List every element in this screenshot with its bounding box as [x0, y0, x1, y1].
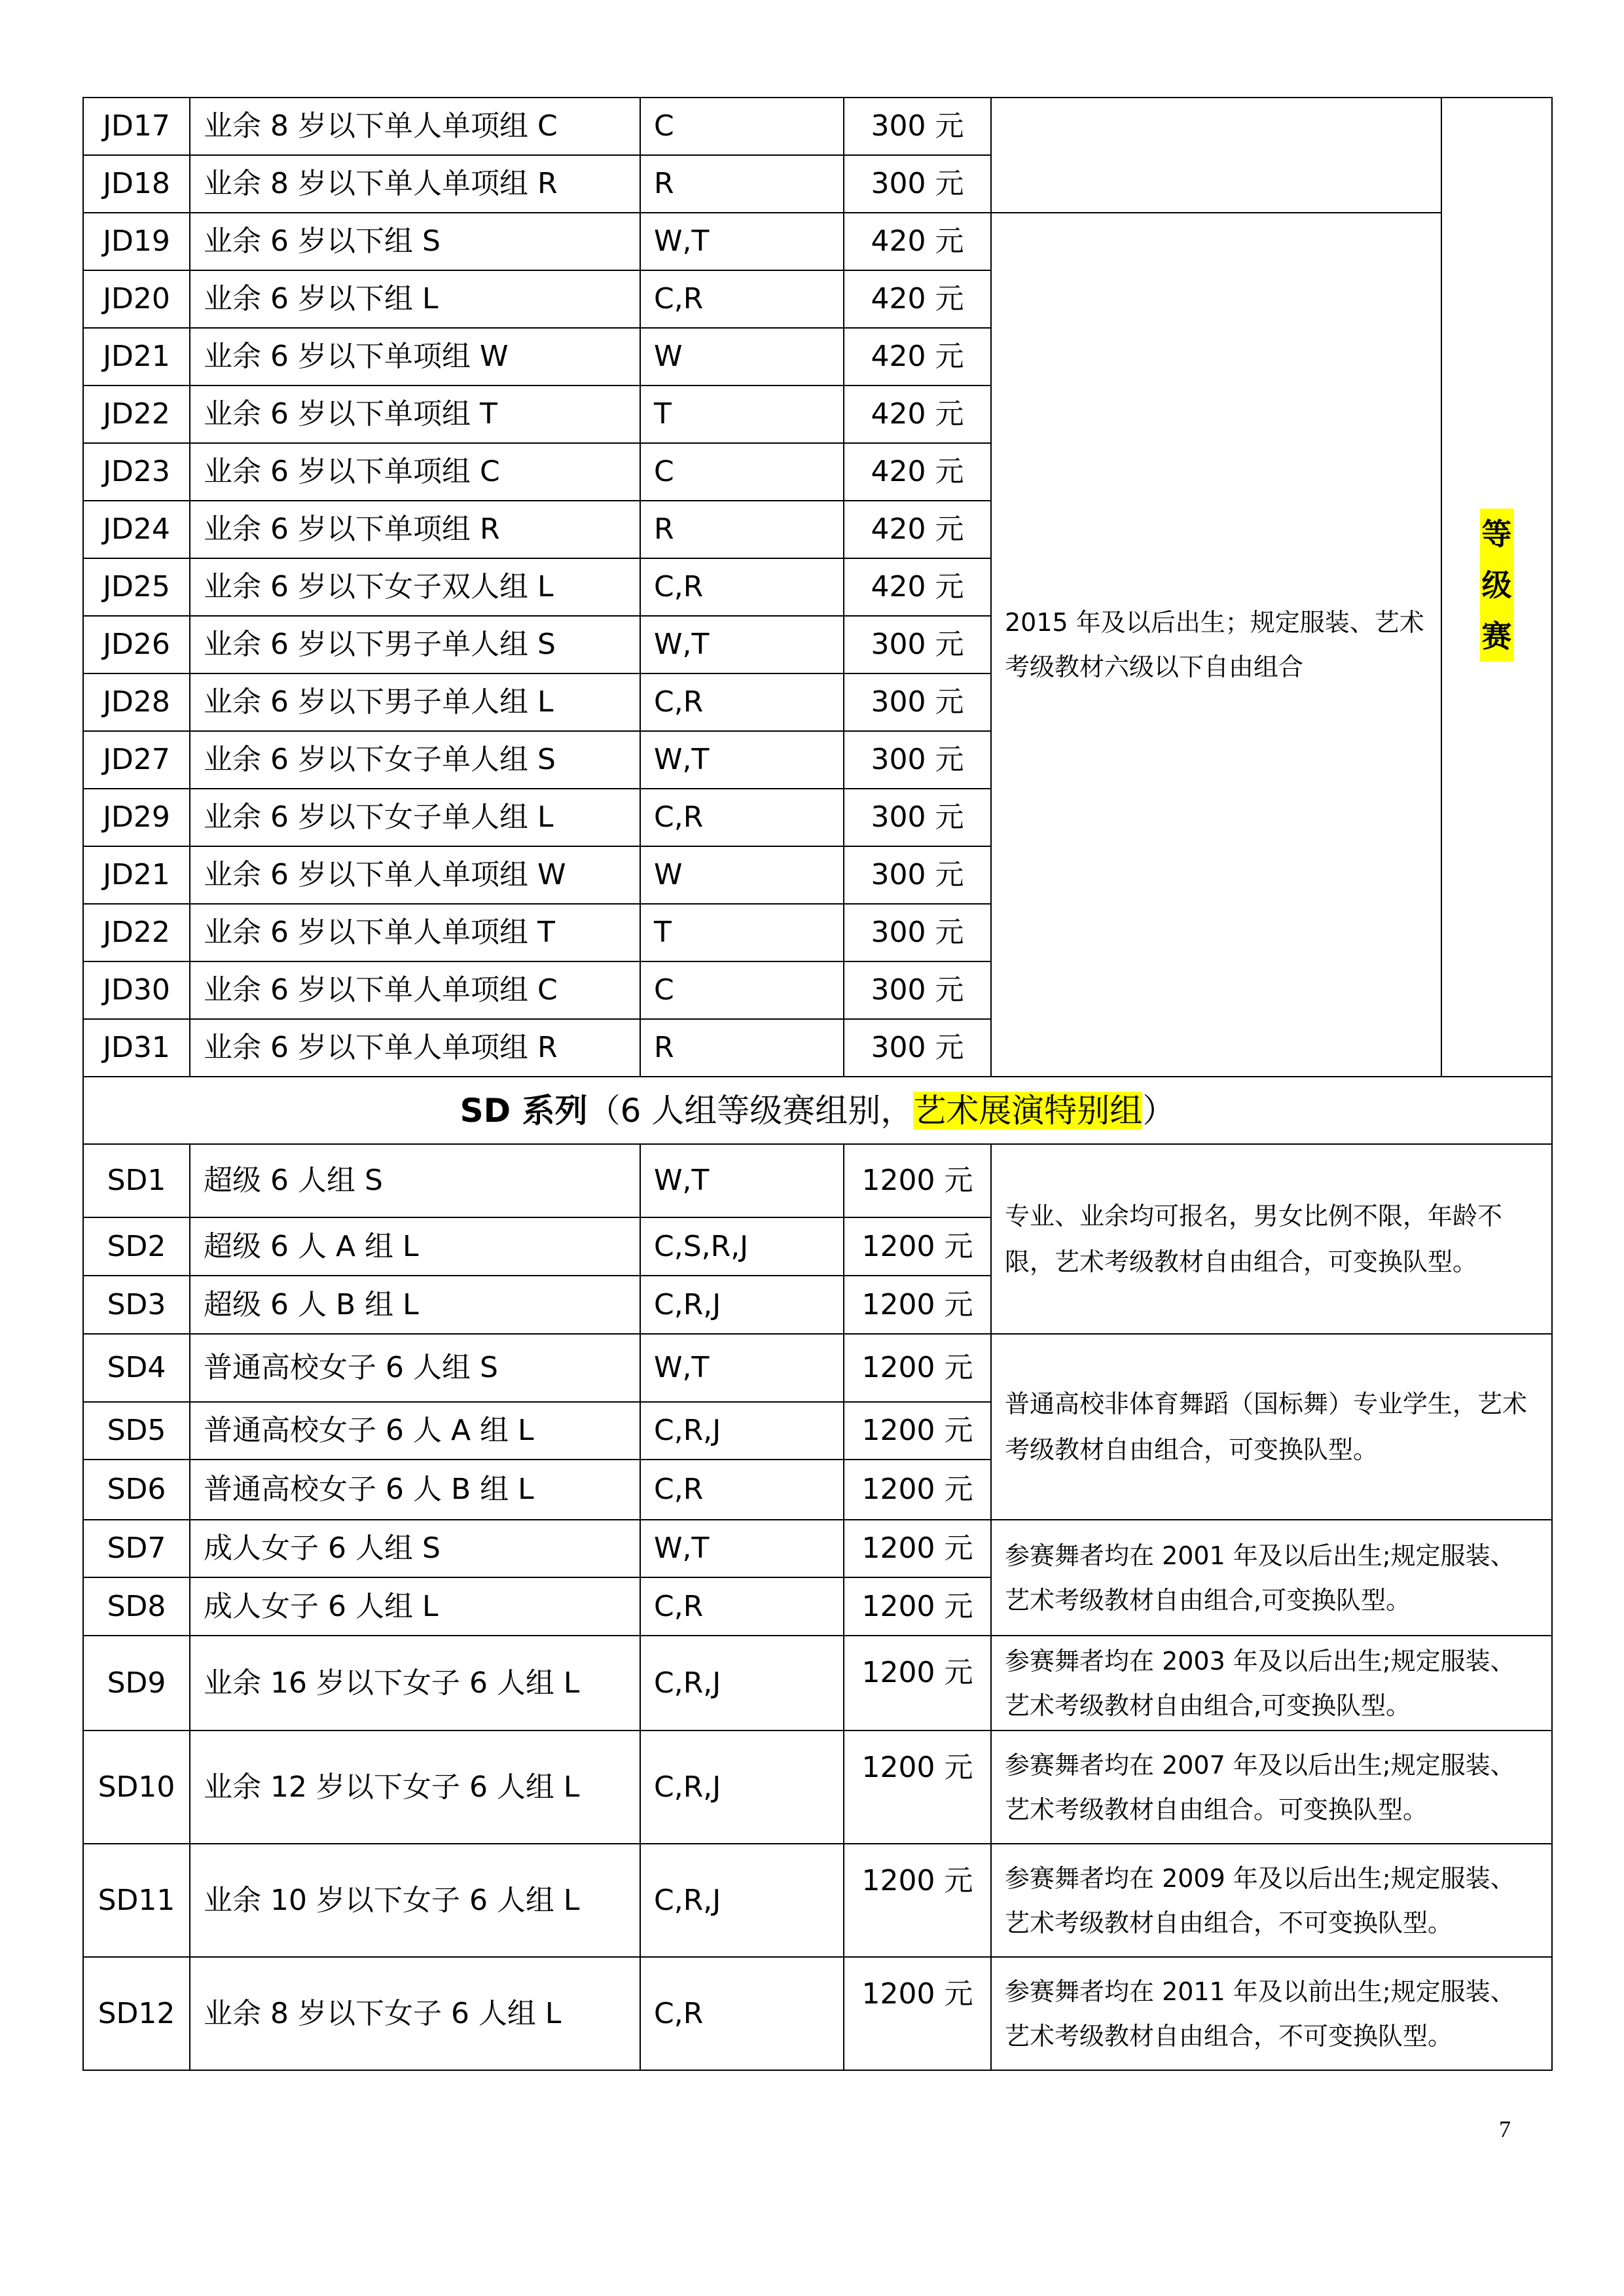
- side-label-char: 等: [1481, 516, 1512, 552]
- event-fee: 300 元: [844, 846, 991, 904]
- event-fee: 420 元: [844, 558, 991, 616]
- event-fee: 1200 元: [844, 1636, 991, 1731]
- side-label-char: 赛: [1481, 619, 1512, 654]
- event-code: JD28: [83, 673, 190, 731]
- event-dances: W,T: [640, 213, 844, 270]
- event-name: 业余 16 岁以下女子 6 人组 L: [190, 1636, 640, 1731]
- section-title-prefix: （6 人组等级赛组别，: [587, 1091, 914, 1130]
- table-row: [83, 1334, 1552, 1402]
- event-fee: 300 元: [844, 961, 991, 1019]
- event-name: 成人女子 6 人组 L: [190, 1577, 640, 1636]
- event-code: JD22: [83, 904, 190, 961]
- event-dances: R: [640, 155, 844, 213]
- event-code: JD26: [83, 616, 190, 673]
- event-fee: 300 元: [844, 1019, 991, 1077]
- event-fee: 1200 元: [844, 1731, 991, 1844]
- event-name: 业余 6 岁以下单项组 R: [190, 501, 640, 558]
- event-dances: C,S,R,J: [640, 1217, 844, 1276]
- event-fee: 420 元: [844, 328, 991, 386]
- event-dances: R: [640, 501, 844, 558]
- event-name: 业余 8 岁以下单人单项组 C: [190, 98, 640, 155]
- event-fee: 1200 元: [844, 1957, 991, 2070]
- event-name: 业余 6 岁以下单项组 T: [190, 386, 640, 443]
- event-name: 业余 8 岁以下女子 6 人组 L: [190, 1957, 640, 2070]
- event-name: 业余 6 岁以下女子单人组 L: [190, 789, 640, 846]
- event-name: 成人女子 6 人组 S: [190, 1520, 640, 1577]
- section-title-suffix: ）: [1142, 1091, 1176, 1130]
- event-note: 普通高校非体育舞蹈（国标舞）专业学生，艺术考级教材自由组合，可变换队型。: [991, 1334, 1552, 1520]
- event-note: 参赛舞者均在 2003 年及以后出生;规定服装、艺术考级教材自由组合,可变换队型。: [991, 1636, 1552, 1731]
- event-name: 普通高校女子 6 人组 S: [190, 1334, 640, 1402]
- event-fee: 1200 元: [844, 1460, 991, 1520]
- event-fee: 300 元: [844, 155, 991, 213]
- event-code: SD12: [83, 1957, 190, 2070]
- event-dances: T: [640, 386, 844, 443]
- event-name: 业余 10 岁以下女子 6 人组 L: [190, 1844, 640, 1957]
- event-name: 业余 8 岁以下单人单项组 R: [190, 155, 640, 213]
- event-code: SD8: [83, 1577, 190, 1636]
- event-fee: 300 元: [844, 673, 991, 731]
- event-fee: 300 元: [844, 98, 991, 155]
- event-fee: 420 元: [844, 501, 991, 558]
- event-name: 超级 6 人 A 组 L: [190, 1217, 640, 1276]
- section-title: [83, 1077, 1552, 1144]
- event-name: 业余 6 岁以下单人单项组 W: [190, 846, 640, 904]
- event-fee: 420 元: [844, 386, 991, 443]
- event-fee: 1200 元: [844, 1144, 991, 1217]
- event-dances: W: [640, 328, 844, 386]
- event-name: 业余 6 岁以下组 L: [190, 270, 640, 328]
- event-code: SD9: [83, 1636, 190, 1731]
- event-code: JD27: [83, 731, 190, 789]
- event-dances: W,T: [640, 1334, 844, 1402]
- event-name: 超级 6 人 B 组 L: [190, 1276, 640, 1334]
- event-name: 业余 6 岁以下单项组 W: [190, 328, 640, 386]
- table-row: [83, 1144, 1552, 1217]
- event-code: SD3: [83, 1276, 190, 1334]
- event-dances: C,R: [640, 270, 844, 328]
- event-dances: W,T: [640, 616, 844, 673]
- event-dances: C: [640, 98, 844, 155]
- table-row: [83, 1844, 1552, 1957]
- table-row: [83, 213, 1552, 270]
- event-dances: C: [640, 443, 844, 501]
- event-code: JD23: [83, 443, 190, 501]
- event-note: 参赛舞者均在 2009 年及以后出生;规定服装、艺术考级教材自由组合，不可变换队型。: [991, 1844, 1552, 1957]
- event-name: 业余 6 岁以下女子单人组 S: [190, 731, 640, 789]
- event-code: JD24: [83, 501, 190, 558]
- event-name: 业余 6 岁以下单人单项组 C: [190, 961, 640, 1019]
- event-name: 普通高校女子 6 人 B 组 L: [190, 1460, 640, 1520]
- section-title-highlight: 艺术展演特别组: [913, 1091, 1143, 1130]
- event-note: 参赛舞者均在 2007 年及以后出生;规定服装、艺术考级教材自由组合。可变换队型。: [991, 1731, 1552, 1844]
- table-row: [83, 1957, 1552, 2070]
- event-fee: 1200 元: [844, 1520, 991, 1577]
- event-name: 业余 6 岁以下男子单人组 S: [190, 616, 640, 673]
- event-dances: C,R,J: [640, 1844, 844, 1957]
- event-fee: 1200 元: [844, 1577, 991, 1636]
- event-dances: C,R: [640, 1460, 844, 1520]
- event-note: 参赛舞者均在 2001 年及以后出生;规定服装、艺术考级教材自由组合,可变换队型。: [991, 1520, 1552, 1636]
- event-fee: 1200 元: [844, 1844, 991, 1957]
- event-code: JD29: [83, 789, 190, 846]
- event-dances: W: [640, 846, 844, 904]
- event-code: SD1: [83, 1144, 190, 1217]
- event-code: SD2: [83, 1217, 190, 1276]
- event-dances: C,R: [640, 1577, 844, 1636]
- event-note-empty: [991, 98, 1441, 213]
- event-fee: 1200 元: [844, 1276, 991, 1334]
- event-note: 参赛舞者均在 2011 年及以前出生;规定服装、艺术考级教材自由组合，不可变换队型。: [991, 1957, 1552, 2070]
- event-fee: 1200 元: [844, 1217, 991, 1276]
- event-fee: 420 元: [844, 443, 991, 501]
- event-name: 业余 6 岁以下单项组 C: [190, 443, 640, 501]
- event-name: 普通高校女子 6 人 A 组 L: [190, 1402, 640, 1460]
- table-row: [83, 98, 1552, 155]
- page-number: 7: [1499, 2116, 1511, 2142]
- table-row: [83, 1636, 1552, 1731]
- event-code: JD31: [83, 1019, 190, 1077]
- event-fee: 300 元: [844, 731, 991, 789]
- event-dances: W,T: [640, 731, 844, 789]
- event-name: 业余 12 岁以下女子 6 人组 L: [190, 1731, 640, 1844]
- event-dances: W,T: [640, 1144, 844, 1217]
- event-code: SD10: [83, 1731, 190, 1844]
- event-dances: C,R: [640, 1957, 844, 2070]
- event-code: SD4: [83, 1334, 190, 1402]
- side-label-char: 级: [1481, 567, 1512, 603]
- event-code: JD20: [83, 270, 190, 328]
- table-row: [83, 1520, 1552, 1577]
- event-code: SD6: [83, 1460, 190, 1520]
- event-dances: W,T: [640, 1520, 844, 1577]
- event-fee: 300 元: [844, 616, 991, 673]
- event-code: JD19: [83, 213, 190, 270]
- event-dances: T: [640, 904, 844, 961]
- event-code: SD11: [83, 1844, 190, 1957]
- event-dances: C,R: [640, 673, 844, 731]
- event-dances: C,R: [640, 789, 844, 846]
- event-fee: 300 元: [844, 904, 991, 961]
- event-code: JD30: [83, 961, 190, 1019]
- event-code: JD21: [83, 846, 190, 904]
- event-note: 专业、业余均可报名，男女比例不限，年龄不限，艺术考级教材自由组合，可变换队型。: [991, 1144, 1552, 1334]
- event-fee: 1200 元: [844, 1334, 991, 1402]
- event-name: 业余 6 岁以下组 S: [190, 213, 640, 270]
- event-name: 业余 6 岁以下男子单人组 L: [190, 673, 640, 731]
- section-title-bold: SD 系列: [460, 1091, 588, 1130]
- events-table: [82, 97, 1553, 2071]
- event-name: 业余 6 岁以下女子双人组 L: [190, 558, 640, 616]
- event-dances: C: [640, 961, 844, 1019]
- event-dances: C,R,J: [640, 1731, 844, 1844]
- event-dances: R: [640, 1019, 844, 1077]
- side-label-cell: [1441, 98, 1552, 1077]
- event-code: JD25: [83, 558, 190, 616]
- event-code: JD18: [83, 155, 190, 213]
- event-code: JD17: [83, 98, 190, 155]
- event-fee: 420 元: [844, 270, 991, 328]
- table-row: [83, 1731, 1552, 1844]
- event-fee: 420 元: [844, 213, 991, 270]
- event-dances: C,R,J: [640, 1276, 844, 1334]
- event-name: 业余 6 岁以下单人单项组 R: [190, 1019, 640, 1077]
- event-code: JD21: [83, 328, 190, 386]
- event-name: 超级 6 人组 S: [190, 1144, 640, 1217]
- event-name: 业余 6 岁以下单人单项组 T: [190, 904, 640, 961]
- event-dances: C,R,J: [640, 1402, 844, 1460]
- side-label: [1480, 509, 1514, 662]
- event-code: SD7: [83, 1520, 190, 1577]
- event-note: 2015 年及以后出生；规定服装、艺术考级教材六级以下自由组合: [991, 213, 1441, 1077]
- event-code: JD22: [83, 386, 190, 443]
- event-dances: C,R: [640, 558, 844, 616]
- event-fee: 1200 元: [844, 1402, 991, 1460]
- section-row: [83, 1077, 1552, 1144]
- event-fee: 300 元: [844, 789, 991, 846]
- event-dances: C,R,J: [640, 1636, 844, 1731]
- event-code: SD5: [83, 1402, 190, 1460]
